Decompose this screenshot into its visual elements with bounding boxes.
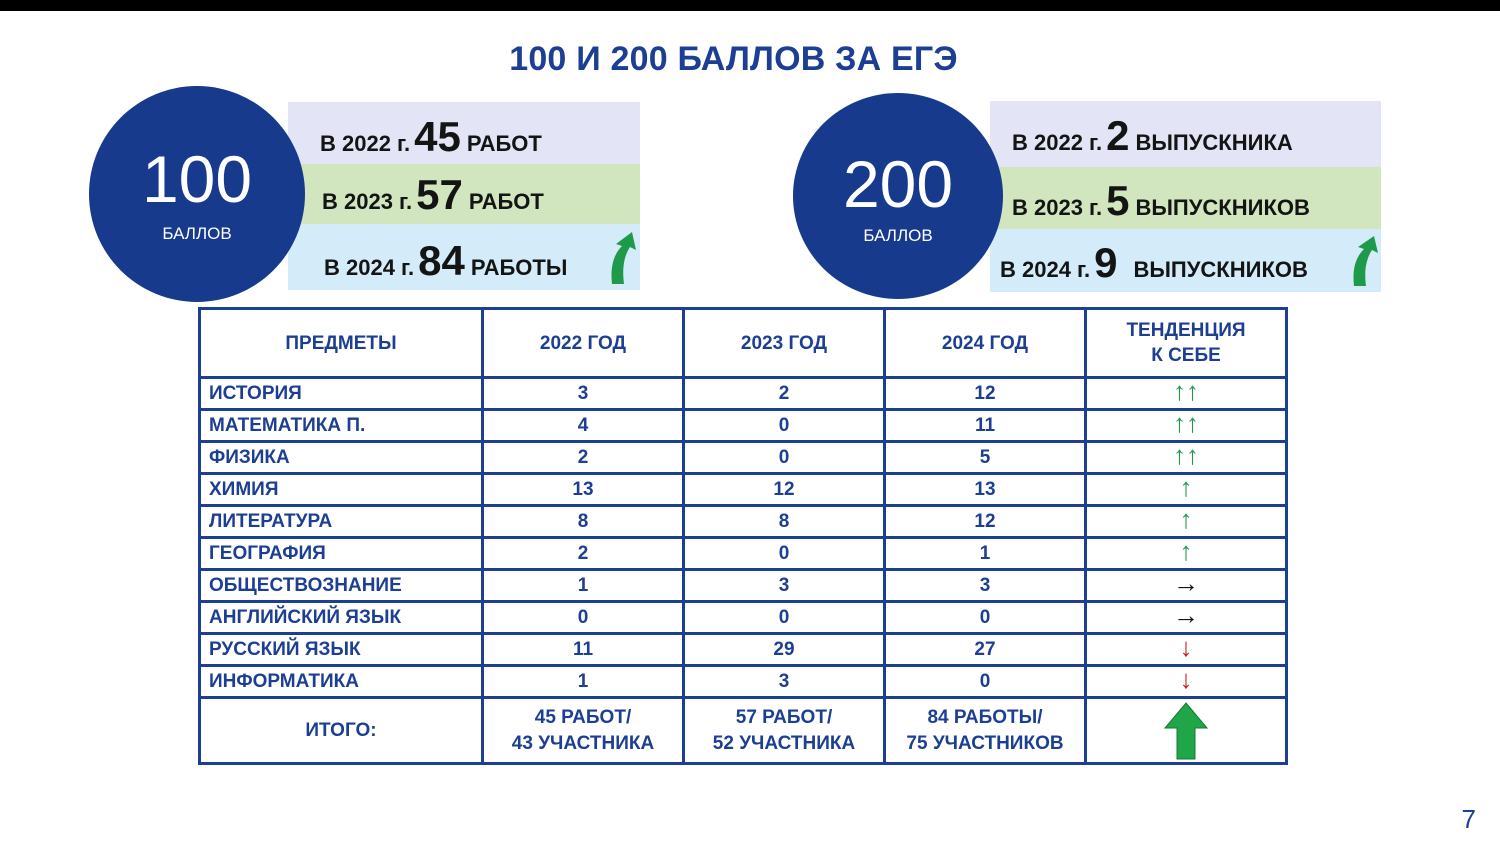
band-suffix: РАБОТ: [468, 189, 544, 214]
trend-double-up-arrow-icon: ↑↑: [1173, 408, 1199, 438]
value-2022: 3: [483, 378, 684, 410]
value-2024: 12: [885, 506, 1086, 538]
big-green-up-arrow-icon: [1164, 702, 1208, 760]
table-row: [200, 474, 1287, 506]
value-2022: 13: [483, 474, 684, 506]
total-2022: [483, 698, 684, 764]
total-2022-participants: 43 УЧАСТНИКА: [511, 732, 655, 754]
band-100-2024: [288, 224, 640, 290]
subject-cell: ИНФОРМАТИКА: [200, 666, 483, 698]
subject-cell: ГЕОГРАФИЯ: [200, 538, 483, 570]
header-trend-line1: ТЕНДЕНЦИЯ: [1126, 320, 1246, 341]
subject-cell: ХИМИЯ: [200, 474, 483, 506]
circle-label: БАЛЛОВ: [863, 226, 933, 245]
value-2023: 0: [684, 538, 885, 570]
results-table: [198, 307, 1288, 765]
trend-down-arrow-icon: ↓: [1179, 664, 1193, 694]
band-suffix: РАБОТ: [466, 131, 542, 156]
trend-cell: [1086, 474, 1287, 506]
table-row: [200, 666, 1287, 698]
value-2022: 2: [483, 538, 684, 570]
value-2023: 12: [684, 474, 885, 506]
table-row: [200, 410, 1287, 442]
trend-right-arrow-icon: →: [1173, 568, 1199, 598]
band-200-2024: [990, 229, 1381, 292]
table-row: [200, 538, 1287, 570]
value-2022: 2: [483, 442, 684, 474]
subject-cell: ЛИТЕРАТУРА: [200, 506, 483, 538]
trend-cell: [1086, 538, 1287, 570]
table-row: [200, 506, 1287, 538]
band-200-2022: [990, 101, 1381, 167]
band-number: 45: [414, 113, 461, 160]
band-prefix: В 2023 г.: [322, 189, 413, 214]
value-2023: 0: [684, 410, 885, 442]
band-prefix: В 2024 г.: [324, 255, 415, 280]
trend-cell: [1086, 442, 1287, 474]
value-2022: 11: [483, 634, 684, 666]
total-2022-works: 45 РАБОТ/: [534, 706, 632, 728]
value-2024: 13: [885, 474, 1086, 506]
value-2024: 27: [885, 634, 1086, 666]
total-2024-participants: 75 УЧАСТНИКОВ: [906, 732, 1064, 754]
table-header-row: [200, 309, 1287, 378]
trend-right-arrow-icon: →: [1173, 600, 1199, 630]
value-2023: 2: [684, 378, 885, 410]
value-2024: 12: [885, 378, 1086, 410]
trend-cell: [1086, 410, 1287, 442]
total-2024-works: 84 РАБОТЫ/: [927, 706, 1043, 728]
value-2023: 0: [684, 442, 885, 474]
band-number: 9: [1094, 239, 1118, 286]
value-2022: 4: [483, 410, 684, 442]
value-2023: 29: [684, 634, 885, 666]
trend-up-arrow-icon: [1346, 234, 1382, 288]
header-trend: [1086, 309, 1287, 378]
subject-cell: АНГЛИЙСКИЙ ЯЗЫК: [200, 602, 483, 634]
value-2024: 5: [885, 442, 1086, 474]
header-subjects: ПРЕДМЕТЫ: [200, 309, 483, 378]
trend-cell: [1086, 378, 1287, 410]
top-black-bar: [0, 0, 1500, 11]
total-2023-participants: 52 УЧАСТНИКА: [712, 732, 856, 754]
value-2023: 0: [684, 602, 885, 634]
total-2023: [684, 698, 885, 764]
table-row: [200, 570, 1287, 602]
header-2022: 2022 ГОД: [483, 309, 684, 378]
band-prefix: В 2022 г.: [1012, 130, 1103, 155]
trend-up-arrow-icon: ↑: [1179, 536, 1193, 566]
value-2024: 1: [885, 538, 1086, 570]
table-row: [200, 634, 1287, 666]
value-2023: 8: [684, 506, 885, 538]
band-suffix: ВЫПУСКНИКОВ: [1133, 257, 1308, 282]
circle-label: БАЛЛОВ: [162, 224, 232, 243]
value-2023: 3: [684, 570, 885, 602]
trend-up-arrow-icon: ↑: [1179, 504, 1193, 534]
band-number: 2: [1106, 112, 1130, 159]
header-2024: 2024 ГОД: [885, 309, 1086, 378]
value-2024: 0: [885, 602, 1086, 634]
subject-cell: МАТЕМАТИКА П.: [200, 410, 483, 442]
total-2023-works: 57 РАБОТ/: [735, 706, 833, 728]
page-number: 7: [1461, 804, 1476, 834]
total-2024: [885, 698, 1086, 764]
trend-up-arrow-icon: [604, 230, 640, 286]
value-2024: 11: [885, 410, 1086, 442]
trend-cell: [1086, 666, 1287, 698]
table-row: [200, 378, 1287, 410]
band-number: 84: [418, 237, 465, 284]
header-2023: 2023 ГОД: [684, 309, 885, 378]
value-2022: 8: [483, 506, 684, 538]
circle-number: 100: [141, 142, 253, 216]
table-total-row: [200, 698, 1287, 764]
trend-cell: [1086, 602, 1287, 634]
band-100-2023: [288, 164, 640, 224]
value-2022: 1: [483, 666, 684, 698]
value-2022: 0: [483, 602, 684, 634]
trend-double-up-arrow-icon: ↑↑: [1173, 376, 1199, 406]
table-row: [200, 602, 1287, 634]
value-2024: 3: [885, 570, 1086, 602]
band-200-2023: [990, 167, 1381, 229]
subject-cell: ОБЩЕСТВОЗНАНИЕ: [200, 570, 483, 602]
value-2024: 0: [885, 666, 1086, 698]
value-2022: 1: [483, 570, 684, 602]
band-number: 5: [1106, 177, 1130, 224]
total-trend-cell: [1086, 698, 1287, 764]
trend-up-arrow-icon: ↑: [1179, 472, 1193, 502]
band-suffix: РАБОТЫ: [470, 255, 568, 280]
trend-double-up-arrow-icon: ↑↑: [1173, 440, 1199, 470]
band-prefix: В 2022 г.: [320, 131, 411, 156]
band-number: 57: [416, 171, 463, 218]
band-100-2022: [288, 102, 640, 164]
trend-cell: [1086, 506, 1287, 538]
trend-cell: [1086, 634, 1287, 666]
band-prefix: В 2023 г.: [1012, 195, 1103, 220]
table-row: [200, 442, 1287, 474]
slide-title: 100 И 200 БАЛЛОВ ЗА ЕГЭ: [509, 40, 958, 78]
band-suffix: ВЫПУСКНИКОВ: [1135, 195, 1310, 220]
subject-cell: РУССКИЙ ЯЗЫК: [200, 634, 483, 666]
score-100-circle: [89, 86, 305, 302]
trend-down-arrow-icon: ↓: [1179, 632, 1193, 662]
score-200-circle: [793, 93, 1003, 299]
total-label: ИТОГО:: [200, 698, 483, 764]
subject-cell: ИСТОРИЯ: [200, 378, 483, 410]
circle-number: 200: [842, 147, 954, 221]
value-2023: 3: [684, 666, 885, 698]
header-trend-line2: К СЕБЕ: [1151, 345, 1221, 366]
trend-cell: [1086, 570, 1287, 602]
subject-cell: ФИЗИКА: [200, 442, 483, 474]
band-suffix: ВЫПУСКНИКА: [1135, 130, 1293, 155]
band-prefix: В 2024 г.: [1000, 257, 1091, 282]
